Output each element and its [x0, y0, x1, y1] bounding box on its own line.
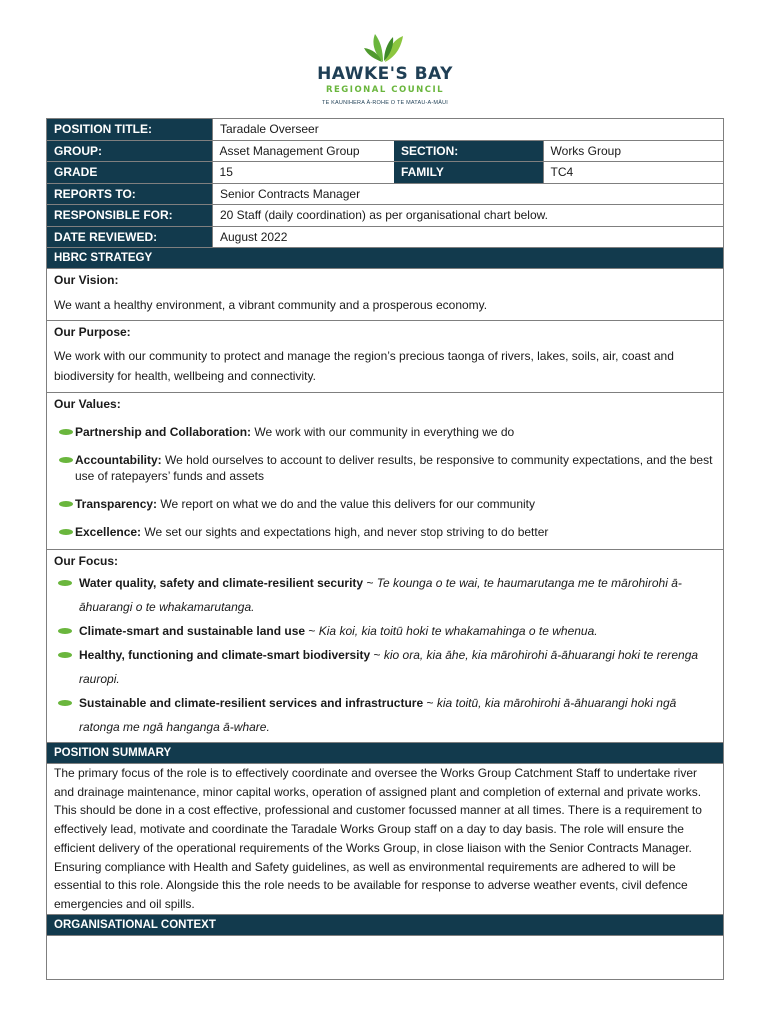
date-reviewed-value: August 2022 [212, 227, 723, 248]
focus-separator: ~ [423, 696, 437, 710]
strategy-heading: HBRC STRATEGY [47, 248, 723, 269]
focus-maori-text: kia toitū, kia mārohirohi ā-āhuarangi hoki ngā ratonga me ngā hanganga ā-whare. [79, 696, 677, 734]
focus-name: Healthy, functioning and climate-smart biodiversity [79, 648, 371, 662]
leaf-bullet-icon [59, 429, 73, 435]
focus-name: Water quality, safety and climate-resilient security [79, 576, 364, 590]
leaf-bullet-icon [58, 700, 72, 706]
value-item [54, 424, 716, 440]
values-title: Our Values: [54, 397, 121, 411]
vision-text: We want a healthy environment, a vibrant community and a prosperous economy. [54, 298, 488, 312]
leaf-logo-icon [363, 30, 407, 64]
focus-item [54, 571, 716, 619]
grade-value: 15 [212, 162, 394, 183]
date-reviewed-label: DATE REVIEWED: [47, 227, 212, 248]
leaf-bullet-icon [59, 457, 73, 463]
responsible-for-value: 20 Staff (daily coordination) as per organisational chart below. [212, 205, 723, 226]
leaf-bullet-icon [58, 628, 72, 634]
organisational-context-body [47, 936, 723, 980]
focus-name: Sustainable and climate-resilient services and infrastructure [79, 696, 424, 710]
leaf-bullet-icon [58, 580, 72, 586]
position-summary-heading: POSITION SUMMARY [47, 743, 723, 764]
value-name: Partnership and Collaboration: [75, 425, 252, 439]
logo-subtitle: REGIONAL COUNCIL [325, 85, 445, 95]
purpose-section [47, 321, 723, 393]
value-item [54, 524, 716, 540]
family-value: TC4 [543, 162, 723, 183]
focus-separator: ~ [370, 648, 384, 662]
value-item [54, 452, 716, 484]
value-text: We report on what we do and the value this delivers for our community [157, 497, 536, 511]
purpose-text: We work with our community to protect and manage the region’s precious taonga of rivers, lakes, soils, air, coast and biodiversity for health, wellbeing and connectivity. [54, 349, 674, 383]
focus-section [47, 550, 723, 743]
reports-to-row [47, 184, 723, 206]
section-label: SECTION: [394, 141, 543, 162]
value-text: We hold ourselves to account to deliver results, be responsive to community expectations, and the best use of ratepayers’ funds and assets [75, 453, 713, 483]
family-label: FAMILY [394, 162, 543, 183]
group-row [47, 141, 723, 163]
leaf-bullet-icon [59, 529, 73, 535]
position-title-label: POSITION TITLE: [47, 119, 212, 140]
reports-to-value: Senior Contracts Manager [212, 184, 723, 205]
logo-title: HAWKE'S BAY [317, 64, 453, 84]
section-value: Works Group [543, 141, 723, 162]
leaf-bullet-icon [58, 652, 72, 658]
value-name: Accountability: [75, 453, 162, 467]
focus-item [54, 643, 716, 691]
grade-label: GRADE [47, 162, 212, 183]
position-title-value: Taradale Overseer [212, 119, 723, 140]
focus-maori-text: Te kounga o te wai, te haumarutanga me te mārohirohi ā-āhuarangi o te whakamarutanga. [79, 576, 682, 614]
focus-item [54, 691, 716, 739]
vision-section [47, 269, 723, 321]
hbrc-logo [0, 30, 770, 112]
focus-maori-text: kio ora, kia āhe, kia mārohirohi ā-āhuarangi hoki te rerenga rauropi. [79, 648, 699, 686]
leaf-bullet-icon [59, 501, 73, 507]
grade-row [47, 162, 723, 184]
focus-maori-text: Kia koi, kia toitū hoki te whakamahinga o te whenua. [318, 624, 598, 638]
position-description-table [46, 118, 724, 980]
vision-title: Our Vision: [54, 273, 119, 287]
position-summary-text: The primary focus of the role is to effectively coordinate and oversee the Works Group Catchment Staff to undertake river and drainage maintenance, minor capital works, operation of assigned plant and completion of external and private works. This should be done in a cost effective, professional and customer focussed manner at all times. There is a requirement to effectively lead, motivate and coordinate the Taradale Works Group staff on a day to day basis. The role will ensure the efficient delivery of the operational requirements of the Works Group, in close liaison with the Senior Contracts Manager. Ensuring compliance with Health and Safety guidelines, as well as environmental requirements are adhered to will be essential to this role. Alongside this the role needs to be available for response to adverse weather events, civil defence emergencies and oil spills. [47, 764, 723, 915]
responsible-for-row [47, 205, 723, 227]
logo-tagline: TE KAUNIHERA Ā-ROHE O TE MATAU-A-MĀUI [322, 100, 448, 106]
focus-separator: ~ [363, 576, 377, 590]
value-item [54, 496, 716, 512]
focus-separator: ~ [305, 624, 319, 638]
purpose-title: Our Purpose: [54, 325, 131, 339]
group-label: GROUP: [47, 141, 212, 162]
focus-item [54, 619, 716, 643]
values-section [47, 393, 723, 550]
position-title-row [47, 119, 723, 141]
value-name: Excellence: [75, 525, 142, 539]
focus-title: Our Focus: [54, 554, 119, 568]
value-name: Transparency: [75, 497, 158, 511]
focus-name: Climate-smart and sustainable land use [79, 624, 306, 638]
group-value: Asset Management Group [212, 141, 394, 162]
value-text: We set our sights and expectations high, and never stop striving to do better [141, 525, 549, 539]
reports-to-label: REPORTS TO: [47, 184, 212, 205]
value-text: We work with our community in everything we do [251, 425, 515, 439]
date-reviewed-row [47, 227, 723, 249]
organisational-context-heading: ORGANISATIONAL CONTEXT [47, 915, 723, 936]
responsible-for-label: RESPONSIBLE FOR: [47, 205, 212, 226]
